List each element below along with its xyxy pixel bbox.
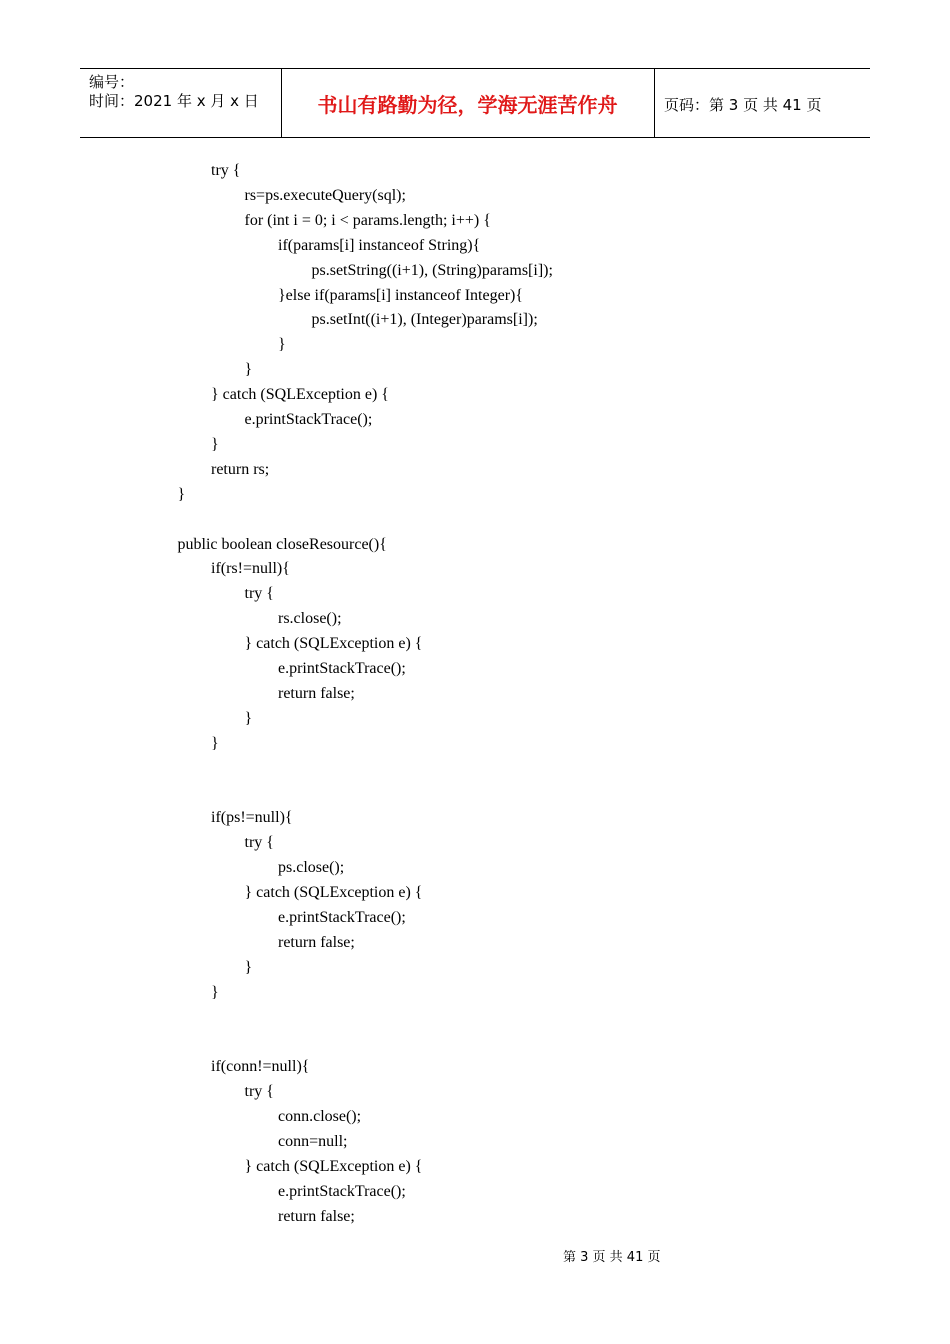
code-line: } xyxy=(244,361,253,379)
code-line: } xyxy=(244,958,253,976)
code-line: return false; xyxy=(278,684,355,702)
code-line: } catch (SQLException e) { xyxy=(244,884,423,902)
code-line: for (int i = 0; i < params.length; i++) { xyxy=(244,211,491,229)
code-line: } xyxy=(211,983,219,1001)
code-line: e.printStackTrace(); xyxy=(278,909,406,926)
header-motto-cell xyxy=(281,69,655,137)
code-line: conn=null; xyxy=(278,1133,348,1151)
code-line: return false; xyxy=(278,933,355,951)
code-line: try { xyxy=(244,585,274,603)
header-page-number: 页码：第 3 页 共 41 页 xyxy=(664,96,822,114)
code-line: } xyxy=(177,485,186,503)
code-line: } catch (SQLException e) { xyxy=(244,635,423,653)
code-line: } xyxy=(211,734,219,752)
document-number-label: 编号： xyxy=(89,73,135,91)
code-line: ps.setString((i+1), (String)params[i]); xyxy=(311,261,553,279)
code-line: if(ps!=null){ xyxy=(211,809,293,827)
code-line: try { xyxy=(244,1083,274,1101)
code-line: rs.close(); xyxy=(278,610,342,628)
code-line: } xyxy=(244,709,253,727)
code-line: if(conn!=null){ xyxy=(211,1058,310,1076)
page-header xyxy=(80,68,870,138)
code-line: rs=ps.executeQuery(sql); xyxy=(244,186,406,204)
code-line: } xyxy=(211,435,219,453)
code-line: e.printStackTrace(); xyxy=(244,411,373,428)
code-line: ps.setInt((i+1), (Integer)params[i]); xyxy=(311,311,538,329)
document-time-label: 时间：2021 年 x 月 x 日 xyxy=(89,92,259,110)
code-line: e.printStackTrace(); xyxy=(278,1182,406,1200)
code-line: } xyxy=(278,336,286,354)
code-line: return rs; xyxy=(211,460,270,478)
code-line: }else if(params[i] instanceof Integer){ xyxy=(278,286,524,304)
header-info-cell xyxy=(80,69,282,137)
code-line: ps.close(); xyxy=(278,859,345,877)
code-line: try { xyxy=(211,162,241,179)
code-line: e.printStackTrace(); xyxy=(278,660,406,677)
code-line: if(rs!=null){ xyxy=(211,560,290,578)
code-line: if(params[i] instanceof String){ xyxy=(278,236,481,254)
code-line: try { xyxy=(244,834,274,852)
code-line: public boolean closeResource(){ xyxy=(177,535,387,553)
code-line: } catch (SQLException e) { xyxy=(211,386,389,404)
code-line: } catch (SQLException e) { xyxy=(244,1158,423,1175)
page-footer: 第 3 页 共 41 页 xyxy=(563,1250,661,1265)
code-line: return false; xyxy=(278,1207,355,1225)
header-motto: 书山有路勤为径，学海无涯苦作舟 xyxy=(317,93,618,117)
header-page-cell xyxy=(655,69,870,137)
code-line: conn.close(); xyxy=(278,1108,362,1126)
